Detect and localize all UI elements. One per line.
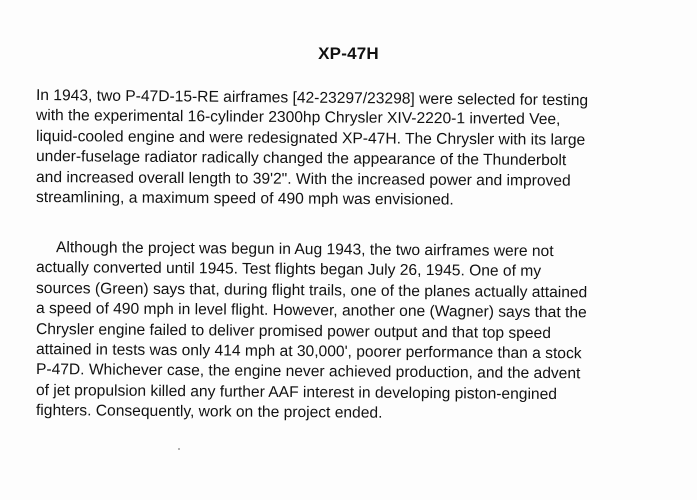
- paragraph-2-line: of jet propulsion killed any further AAF interest in developing piston-engined: [35, 381, 558, 403]
- document-title: XP-47H: [318, 44, 379, 63]
- scan-speck: [178, 448, 180, 450]
- paragraph-2-line: sources (Green) says that, during flight trails, one of the planes actually attained: [35, 279, 588, 302]
- paragraph-1-line: In 1943, two P-47D-15-RE airframes [42-23297/23298] were selected for testing: [35, 87, 589, 110]
- paragraph-1: [36, 86, 681, 208]
- paragraph-2-line: attained in tests was only 414 mph at 30,000', poorer performance than a stock: [35, 341, 582, 363]
- paragraph-1-line: under-fuselage radiator radically changed the appearance of the Thunderbolt: [35, 148, 567, 170]
- paragraph-2-line: fighters. Consequently, work on the project ended.: [35, 402, 383, 422]
- paragraph-2-line: Chrysler engine failed to deliver promised power output and that top speed: [35, 320, 551, 342]
- paragraph-2-line: Although the project was begun in Aug 1943, the two airframes were not: [55, 239, 554, 261]
- paragraph-1-line: and increased overall length to 39'2". With the increased power and improved: [35, 168, 571, 190]
- paragraph-2-line: a speed of 490 mph in level flight. However, another one (Wagner) says that the: [35, 300, 587, 322]
- paragraph-1-line: liquid-cooled engine and were redesignated XP-47H. The Chrysler with its large: [35, 127, 586, 149]
- paragraph-1-line: with the experimental 16-cylinder 2300hp Chrysler XIV-2220-1 inverted Vee,: [35, 107, 561, 129]
- paragraph-2-line: P-47D. Whichever case, the engine never achieved production, and the advent: [35, 361, 581, 383]
- paragraph-2-line: actually converted until 1945. Test flights began July 26, 1945. One of my: [35, 259, 542, 281]
- paragraph-1-line: streamlining, a maximum speed of 490 mph was envisioned.: [35, 189, 454, 209]
- paragraph-2: [36, 238, 681, 422]
